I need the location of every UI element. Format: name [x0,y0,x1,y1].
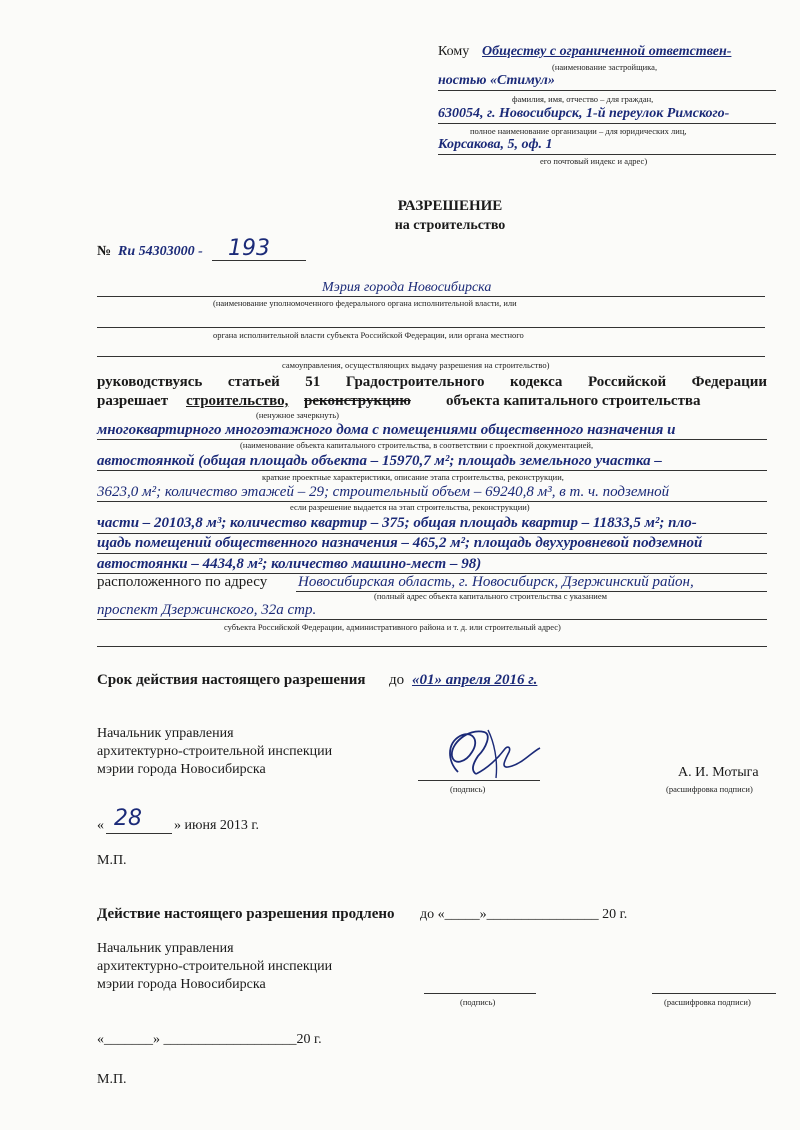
signatory-name: А. И. Мотыга [678,765,759,780]
addressee-underline-2 [438,90,776,91]
object-line-6: автостоянки – 4434,8 м²; количество машино-мест – 98) [97,556,482,572]
object-line-5: щадь помещений общественного назначения – 465,2 м²; площадь двухуровневой подземной [97,535,703,551]
address-line-1: Новосибирская область, г. Новосибирск, Дзержинский район, [298,574,694,590]
extension-position-line-3: мэрии города Новосибирска [97,977,266,992]
validity-date: «01» апреля 2016 г. [412,672,538,688]
number-prefix: № [97,244,112,259]
addressee-line-3: 630054, г. Новосибирск, 1-й переулок Римского- [438,106,730,121]
document-title: РАЗРЕШЕНИЕ [397,198,503,214]
signatory-position [97,725,332,779]
extension-date: «_______» ___________________20 г. [97,1032,322,1047]
permits-option-construction: строительство, [186,393,289,409]
extension-position-line-2: архитектурно-строительной инспекции [97,959,333,974]
object-line-4: части – 20103,8 м³; количество квартир – 375; общая площадь квартир – 11833,5 м²; пло- [97,515,697,531]
address-line-2: проспект Дзержинского, 32а стр. [97,602,317,618]
addressee-caption-4: его почтовый индекс и адрес) [540,156,648,166]
object-line-1: многоквартирного многоэтажного дома с помещениями общественного назначения и [97,422,676,438]
permits-tail: объекта капитального строительства [446,393,701,409]
permit-number-handwritten: 193 [228,236,270,261]
authority-underline-2 [97,327,765,328]
issue-date-day-underline [106,833,172,834]
authority-name: Мэрия города Новосибирска [322,280,492,295]
signature-caption: (подпись) [450,784,486,794]
extension-name-caption: (расшифровка подписи) [664,997,751,1007]
address-underline-2 [97,619,767,620]
object-underline-5 [97,553,767,554]
object-line-3: 3623,0 м²; количество этажей – 29; строительный объем – 69240,8 м³, в т. ч. подземной [97,484,670,500]
authority-underline-1 [97,296,765,297]
addressee-line-2: ностью «Стимул» [438,73,555,88]
body-lead: руководствуясь статьей 51 Градостроительного кодекса Российской Федерации [97,374,767,390]
signatory-position-line-3: мэрии города Новосибирска [97,762,266,777]
object-caption-2: краткие проектные характеристики, описание этапа строительства, реконструкции, [262,472,564,482]
addressee-caption-3: полное наименование организации – для юридических лиц, [470,126,687,136]
address-label: расположенного по адресу [97,574,268,590]
authority-underline-3 [97,356,765,357]
authority-caption-2: органа исполнительной власти субъекта Российской Федерации, или органа местного [213,330,524,340]
addressee-caption-1: (наименование застройщика, [552,62,658,72]
addressee-line-4: Корсакова, 5, оф. 1 [438,137,553,152]
addressee-to-label: Кому [438,44,470,59]
signature-icon [428,722,553,784]
extension-signature-caption: (подпись) [460,997,496,1007]
signatory-position-line-2: архитектурно-строительной инспекции [97,744,333,759]
object-underline-4 [97,533,767,534]
caption-unneeded: (ненужное зачеркнуть) [256,410,339,420]
extension-name-underline [652,993,776,994]
address-caption-2: субъекта Российской Федерации, административного района и т. д. или строительный адрес) [224,622,561,632]
issue-seal: М.П. [97,853,127,868]
addressee-underline-3 [438,123,776,124]
authority-caption-3: самоуправления, осуществляющих выдачу разрешения на строительство) [282,360,550,370]
issue-date-rest: » июня 2013 г. [174,818,260,833]
addressee-line-1: Обществу с ограниченной ответствен- [482,44,732,59]
object-caption-1: (наименование объекта капитального строительства, в соответствии с проектной документацией, [240,440,594,450]
permits-option-reconstruction: реконструкцию [304,393,411,409]
extension-position-line-1: Начальник управления [97,941,234,956]
extension-signatory-position [97,940,332,994]
extension-label: Действие настоящего разрешения продлено [97,906,395,922]
address-caption-1: (полный адрес объекта капитального строительства с указанием [374,591,608,601]
extension-to: до «_____»________________ 20 г. [420,907,628,922]
addressee-underline-4 [438,154,776,155]
issue-date-day: 28 [114,806,142,831]
signature-underline [418,780,540,781]
number-underline [212,260,306,261]
object-caption-3: если разрешение выдается на этап строительства, реконструкции) [290,502,530,512]
addressee-caption-2: фамилия, имя, отчество – для граждан, [512,94,654,104]
permit-number: Ru 54303000 - [118,244,203,259]
address-underline-3 [97,646,767,647]
object-underline-2 [97,470,767,471]
object-line-2: автостоянкой (общая площадь объекта – 15970,7 м²; площадь земельного участка – [97,453,662,469]
authority-caption-1: (наименование уполномоченного федерального органа исполнительной власти, или [213,298,517,308]
signatory-name-caption: (расшифровка подписи) [666,784,753,794]
issue-date-open: « [97,818,104,833]
signatory-position-line-1: Начальник управления [97,726,234,741]
extension-signature-underline [424,993,536,994]
extension-seal: М.П. [97,1072,127,1087]
permits-label: разрешает [97,393,169,409]
validity-to: до [389,672,405,688]
validity-label: Срок действия настоящего разрешения [97,672,366,688]
document-subtitle: на строительство [394,218,506,233]
